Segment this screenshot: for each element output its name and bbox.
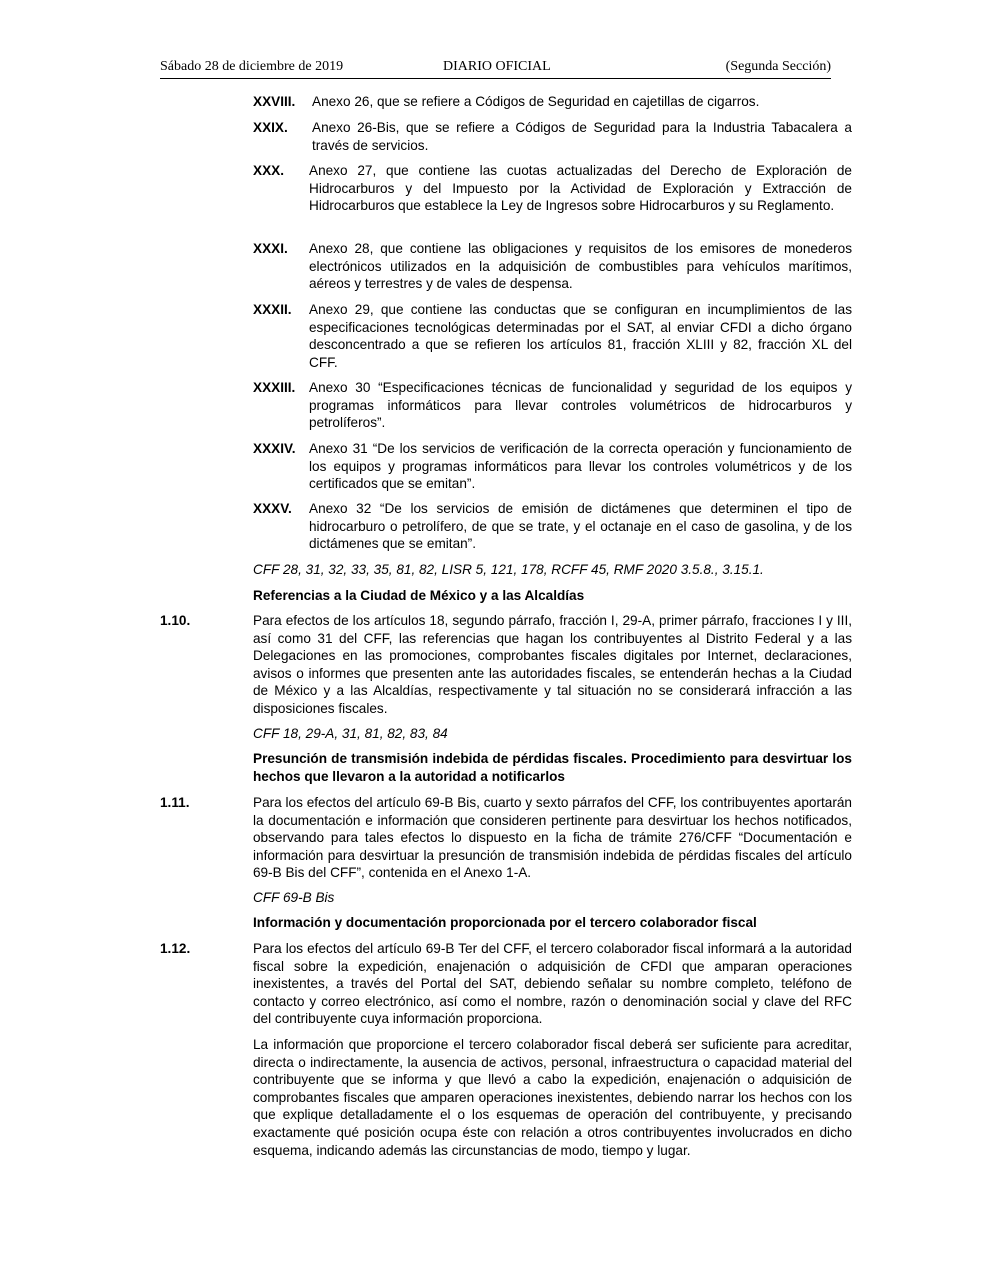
annex-item [253,379,852,432]
rule-text: Para los efectos del artículo 69-B Ter del CFF, el tercero colaborador fiscal informará a la autoridad fiscal sobre la expedición, enajenación o adquisición de CFDI que amparan operaciones inexistentes, a través del Portal del SAT, debiendo señalar su nombre completo, teléfono de contacto y correo electrónico, así como el nombre, razón o denominación social y clave del RFC del contribuyente cuya información proporciona. [253,941,852,1027]
legal-reference: CFF 28, 31, 32, 33, 35, 81, 82, LISR 5, 121, 178, RCFF 45, RMF 2020 3.5.8., 3.15.1. [253,562,764,577]
page-header [160,58,831,79]
rule-number: 1.10. [160,613,191,628]
legal-reference: CFF 18, 29-A, 31, 81, 82, 83, 84 [253,726,448,741]
annex-number: XXXIV. [253,441,296,456]
rule-text: Para efectos de los artículos 18, segundo párrafo, fracción I, 29-A, primer párrafo, fracciones I y III, así como 31 del CFF, las referencias que hagan los contribuyentes al Distrito Federal y a las Delegaciones en las promociones, comprobantes fiscales digitales por Internet, declaraciones, avisos o informes que presenten ante las autoridades fiscales, se entenderán hechas a la Ciudad de México y a las Alcaldías, respectivamente y tal situación no se considerará infracción a las disposiciones fiscales. [253,613,852,716]
annex-text: Anexo 32 “De los servicios de emisión de dictámenes que determinen el tipo de hidrocarburo o petrolífero, de que se trate, y el octanaje en el caso de gasolina, y de los dictámenes que se emitan”. [309,501,852,552]
annex-number: XXXII. [253,302,292,317]
rule-number: 1.12. [160,941,191,956]
annex-item [253,240,852,293]
annex-text: Anexo 28, que contiene las obligaciones y requisitos de los emisores de monederos electrónicos utilizados en la adquisición de combustibles para vehículos marítimos, aéreos y terrestres y de vales de despensa. [309,241,852,292]
annex-item [253,162,852,215]
header-date: Sábado 28 de diciembre de 2019 [160,59,344,74]
annex-item [253,440,852,493]
annex-text: Anexo 26, que se refiere a Códigos de Seguridad en cajetillas de cigarros. [312,94,760,109]
legal-reference: CFF 69-B Bis [253,890,335,905]
annex-number: XXVIII. [253,94,296,109]
rule-title: Presunción de transmisión indebida de pérdidas fiscales. Procedimiento para desvirtuar los hechos que llevaron a la autoridad a notificarlos [253,751,852,784]
annex-number: XXXV. [253,501,292,516]
rule-title: Información y documentación proporcionada por el tercero colaborador fiscal [253,915,757,930]
annex-item [253,301,852,371]
rule-text: Para los efectos del artículo 69-B Bis, cuarto y sexto párrafos del CFF, los contribuyentes aportarán la documentación e información que consideren pertinente para desvirtuar los hechos notificados, observando para tales efectos lo dispuesto en la ficha de trámite 276/CFF “Documentación e información para desvirtuar la presunción de transmisión indebida de pérdidas fiscales del artículo 69-B Bis del CFF”, contenida en el Anexo 1-A. [253,795,852,881]
annex-text: Anexo 27, que contiene las cuotas actualizadas del Derecho de Exploración de Hidrocarburos y del Impuesto por la Actividad de Exploración y Extracción de Hidrocarburos que establece la Ley de Ingresos sobre Hidrocarburos y su Reglamento. [309,163,852,214]
header-publication: DIARIO OFICIAL [443,59,551,74]
annex-number: XXXIII. [253,380,296,395]
annex-item [253,93,852,111]
annex-text: Anexo 29, que contiene las conductas que se configuran en incumplimientos de las especificaciones tecnológicas determinadas por el SAT, al enviar CFDI a dicho órgano desconcentrado a que se refieren los artículos 81, fracción XLIII y 82, fracción XL del CFF. [309,302,852,370]
rule-number: 1.11. [160,795,190,810]
annex-number: XXX. [253,163,284,178]
annex-item [253,119,852,154]
annex-text: Anexo 26-Bis, que se refiere a Códigos de Seguridad para la Industria Tabacalera a través de servicios. [312,120,852,153]
annex-number: XXXI. [253,241,288,256]
annex-text: Anexo 30 “Especificaciones técnicas de funcionalidad y seguridad de los equipos y programas informáticos para llevar controles volumétricos de hidrocarburos y petrolíferos”. [309,380,852,431]
annex-item [253,500,852,553]
annex-text: Anexo 31 “De los servicios de verificación de la correcta operación y funcionamiento de los equipos y programas informáticos para llevar los controles volumétricos y de los certificados que se emitan”. [309,441,852,492]
rule-text-continued: La información que proporcione el tercero colaborador fiscal deberá ser suficiente para acreditar, directa o indirectamente, la ausencia de activos, personal, infraestructura o capacidad material del contribuyente que se informa y que llevó a cabo la expedición, enajenación o adquisición de comprobantes fiscales que amparen operaciones inexistentes, debiendo narrar los hechos con los que explique detalladamente el o los esquemas de operación del contribuyente, y precisando exactamente qué posición ocupa éste con relación a otros contribuyentes involucrados en dicho esquema, indicando además las circunstancias de modo, tiempo y lugar. [253,1037,852,1158]
header-section: (Segunda Sección) [725,59,831,74]
rule-title: Referencias a la Ciudad de México y a las Alcaldías [253,588,585,603]
annex-number: XXIX. [253,120,288,135]
